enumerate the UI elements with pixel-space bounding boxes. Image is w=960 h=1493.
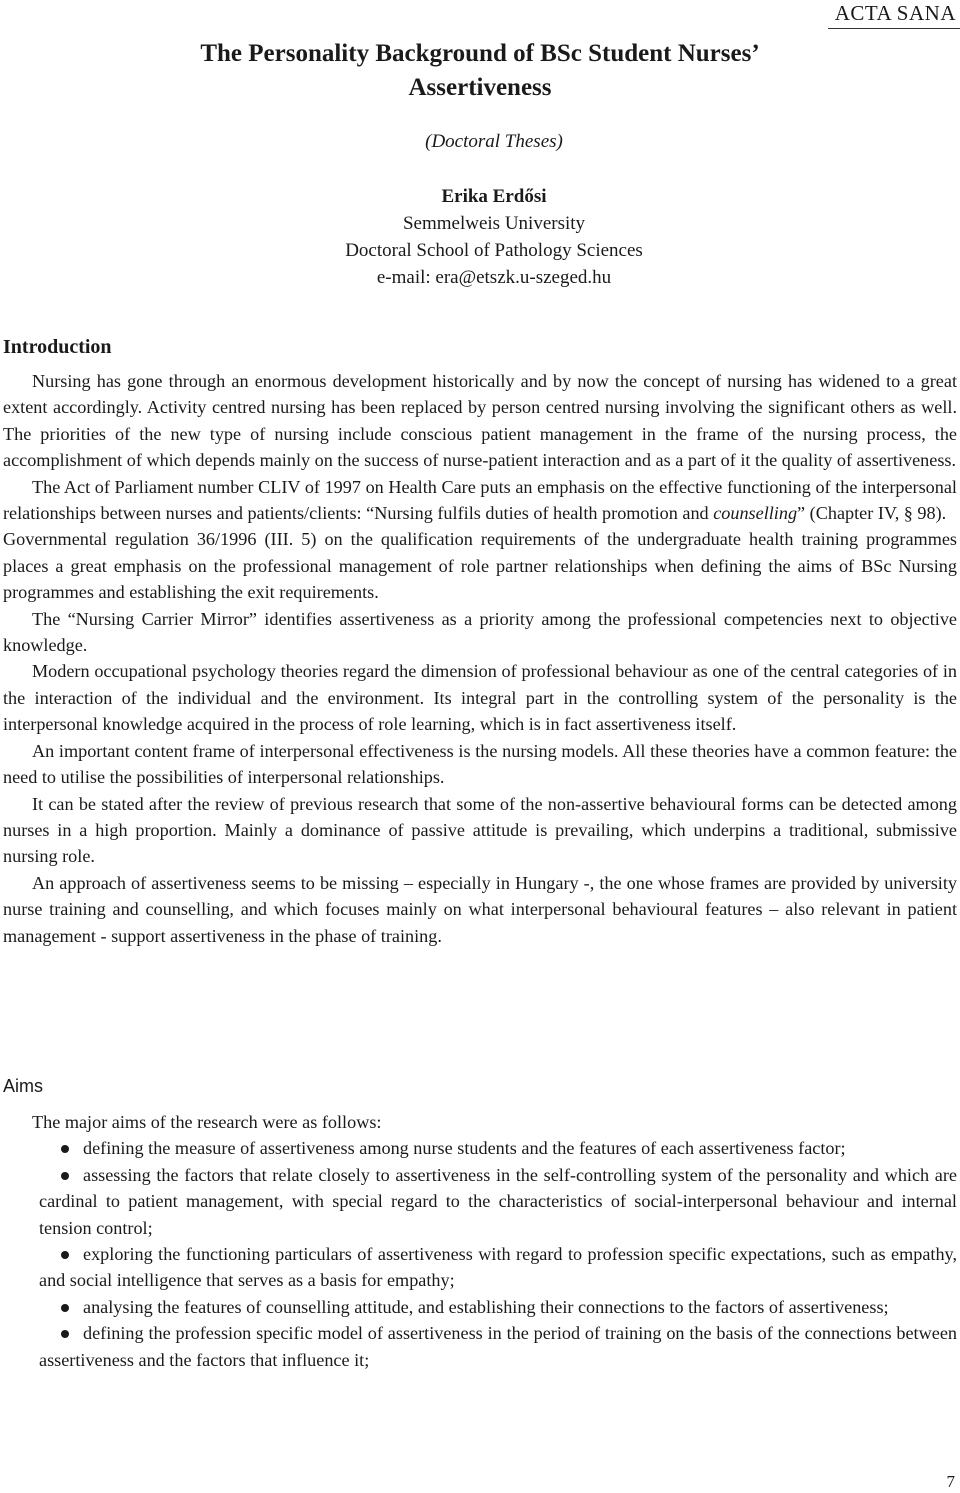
bullet-icon — [61, 1251, 69, 1259]
introduction-heading: Introduction — [3, 336, 112, 358]
aims-heading: Aims — [3, 1076, 43, 1096]
paper-title-line-1: The Personality Background of BSc Student Nurses’ — [200, 40, 760, 67]
intro-paragraph-1: Nursing has gone through an enormous development historically and by now the concept of nursing has widened to a great extent accordingly. Activity centred nursing has been replaced by person centred nursing involving the significant others as well. The priorities of the new type of nursing include conscious patient management in the frame of the nursing process, the accomplishment of which depends mainly on the success of nurse-patient interaction and as a part of it the quality of assertiveness. — [3, 371, 957, 471]
aims-list-item — [39, 1241, 957, 1294]
introduction-body — [3, 368, 957, 949]
intro-paragraph-2 — [3, 474, 957, 527]
author-school: Doctoral School of Pathology Sciences — [345, 240, 643, 261]
aims-body — [3, 1109, 957, 1373]
intro-paragraph-5: Modern occupational psychology theories regard the dimension of professional behaviour as one of the central categories of in the interaction of the individual and the environment. Its integral part in the controlling system of the personality is the interpersonal knowledge acquired in the process of role learning, which is in fact assertiveness itself. — [3, 661, 957, 735]
paper-subtitle — [0, 129, 960, 155]
author-block — [0, 183, 960, 291]
page-number: 7 — [946, 1472, 955, 1491]
aims-list-item — [39, 1135, 957, 1161]
author-email[interactable]: e-mail: era@etszk.u-szeged.hu — [376, 267, 612, 288]
aims-lead: The major aims of the research were as follows: — [32, 1112, 382, 1132]
intro-paragraph-3: Governmental regulation 36/1996 (III. 5) on the qualification requirements of the undergraduate health training programmes places a great emphasis on the professional management of role partner relationships when defining the aims of BSc Nursing programmes and establishing the exit requirements. — [3, 529, 957, 603]
header-rule — [828, 28, 960, 29]
intro-paragraph-4: The “Nursing Carrier Mirror” identifies assertiveness as a priority among the professional competencies next to objective knowledge. — [3, 608, 957, 656]
intro-paragraph-2-italic: counselling — [713, 503, 798, 524]
journal-name: ACTA SANA — [834, 1, 956, 25]
subtitle-text: (Doctoral Theses) — [425, 131, 563, 152]
author-affiliation: Semmelweis University — [402, 213, 586, 234]
paper-title — [60, 37, 900, 105]
aims-list-item — [39, 1294, 957, 1320]
bullet-icon — [61, 1304, 69, 1312]
intro-paragraph-6: An important content frame of interpersonal effectiveness is the nursing models. All these theories have a common feature: the need to utilise the possibilities of interpersonal relationships. — [3, 740, 957, 788]
intro-paragraph-2-text: The Act of Parliament number CLIV of 1997 on Health Care puts an emphasis on the effective functioning of the interpersonal relationships between nurses and patients/clients: “Nursing fulfils duties of health promotion and — [3, 476, 957, 524]
aims-item-text-4: analysing the features of counselling attitude, and establishing their connections to the factors of assertiveness; — [83, 1296, 889, 1317]
intro-paragraph-7: It can be stated after the review of previous research that some of the non-assertive behavioural forms can be detected among nurses in a high proportion. Mainly a dominance of passive attitude is prevailing, which underpins a traditional, submissive nursing role. — [3, 793, 957, 867]
aims-item-text-1: defining the measure of assertiveness among nurse students and the features of each assertiveness factor; — [83, 1138, 846, 1159]
aims-item-text-5: defining the profession specific model of assertiveness in the period of training on the basis of the connections between assertiveness and the factors that influence it; — [39, 1323, 957, 1370]
author-name: Erika Erdősi — [441, 186, 547, 207]
aims-item-text-2: assessing the factors that relate closely to assertiveness in the self-controlling system of the personality and which are cardinal to patient management, with special regard to the characteristics of social-interpersonal behaviour and internal tension control; — [39, 1164, 957, 1238]
bullet-icon — [61, 1172, 69, 1180]
intro-paragraph-8: An approach of assertiveness seems to be missing – especially in Hungary -, the one whose frames are provided by university nurse training and counselling, and which focuses mainly on what interpersonal behavioural features – also relevant in patient management - support assertiveness in the phase of training. — [3, 872, 957, 946]
aims-list — [3, 1135, 957, 1373]
aims-item-text-3: exploring the functioning particulars of assertiveness with regard to profession specific expectations, such as empathy, and social intelligence that serves as a basis for empathy; — [39, 1244, 957, 1291]
aims-list-item — [39, 1162, 957, 1241]
aims-list-item — [39, 1320, 957, 1373]
paper-title-line-2: Assertiveness — [408, 74, 552, 101]
intro-paragraph-2-end: ” (Chapter IV, § 98). — [797, 503, 947, 524]
